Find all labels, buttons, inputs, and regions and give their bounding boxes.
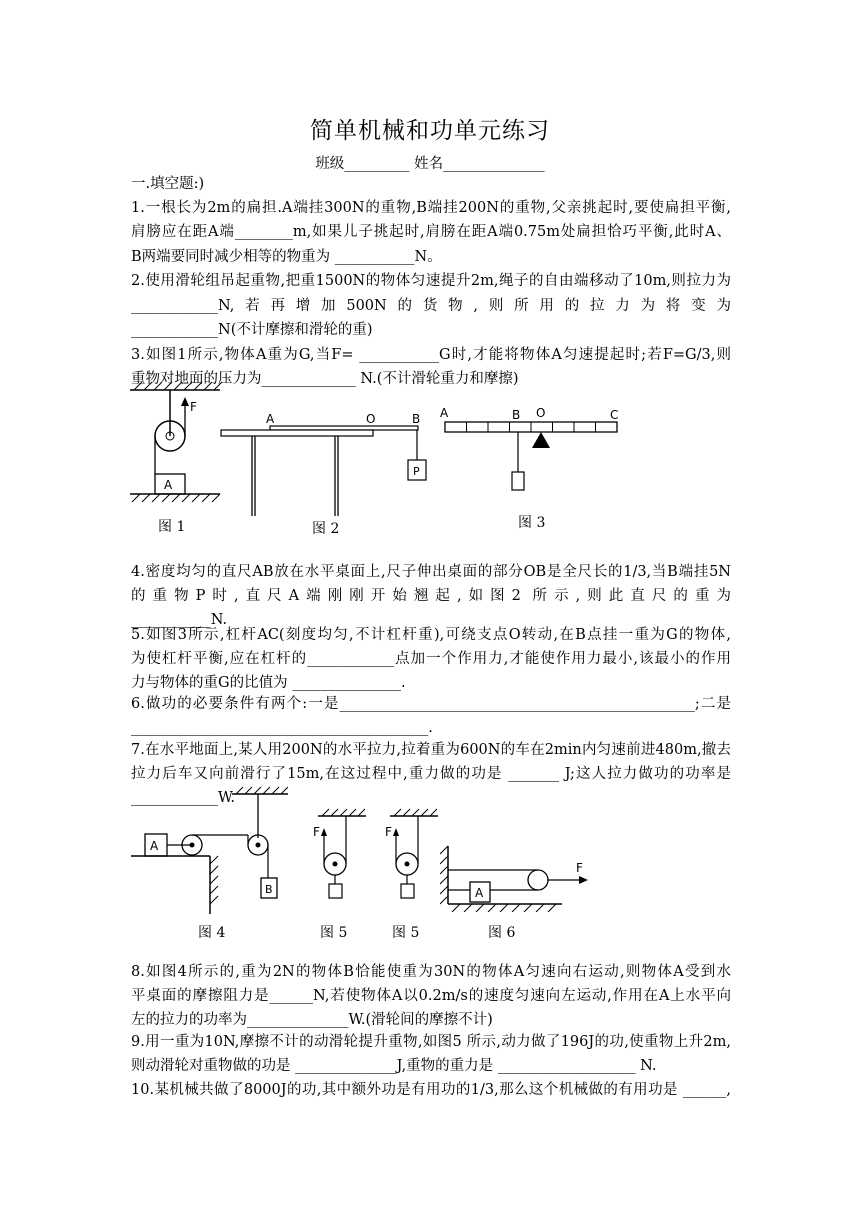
block-a-label: A xyxy=(475,886,484,900)
figure-1-caption: 图 1 xyxy=(158,519,186,535)
question-line: ____________N,若再增加500N的货物,则所用的拉力为将变为 xyxy=(131,298,731,314)
figure-5-movable-pulley-left xyxy=(308,806,368,906)
question-line: 10.某机械共做了8000J的功,其中额外功是有用功的1/3,那么这个机械做的有用功是 ______, xyxy=(131,1082,731,1098)
question-line: ___________N. xyxy=(131,612,228,628)
question-line: 肩膀应在距A端________m,如果儿子挑起时,肩膀在距A端0.75m处扁担恰巧平衡,此时A、 xyxy=(131,224,731,240)
point-a-label: A xyxy=(266,412,275,426)
question-line: 4.密度均匀的直尺AB放在水平桌面上,尺子伸出桌面的部分OB是全尺长的1/3,当B端挂5N xyxy=(131,564,731,580)
block-a-label: A xyxy=(150,839,159,853)
question-line: 8.如图4所示的,重为2N的物体B恰能使重为30N的物体A匀速向右运动,则物体A受到水 xyxy=(131,964,731,980)
point-b-label: B xyxy=(412,412,421,426)
question-line: 为使杠杆平衡,应在杠杆的____________点加一个作用力,才能使作用力最小,该最小的作用 xyxy=(131,651,731,667)
figure-3-lever xyxy=(436,402,626,502)
pulley-wheel xyxy=(528,870,548,890)
question-line: 1.一根长为2m的扁担.A端挂300N的重物,B端挂200N的重物,父亲挑起时,要使扁担平衡, xyxy=(131,200,731,216)
force-label: F xyxy=(385,825,392,839)
force-label: F xyxy=(190,400,197,414)
page-title: 简单机械和功单元练习 xyxy=(310,118,550,144)
question-line: 左的拉力的功率为______________W.(滑轮间的摩擦不计) xyxy=(131,1012,493,1028)
question-line: 7.在水平地面上,某人用200N的水平拉力,拉着重为600N的车在2min内匀速前进480m,撤去 xyxy=(131,742,731,758)
force-label: F xyxy=(576,861,583,875)
load-block xyxy=(401,884,414,898)
question-line: 力与物体的重G的比值为 _______________. xyxy=(131,675,406,691)
figure-2-caption: 图 2 xyxy=(312,521,340,537)
question-line: 的重物P时,直尺A端刚刚开始翘起,如图2 所示,则此直尺的重为 xyxy=(131,588,731,604)
figure-4-pulley-system xyxy=(128,782,288,922)
section-heading: 一.填空题:) xyxy=(131,176,205,192)
point-o-label: O xyxy=(366,412,376,426)
fulcrum xyxy=(532,432,550,448)
figure-3-caption: 图 3 xyxy=(518,515,546,531)
ruler xyxy=(270,426,418,430)
question-line: 6.做功的必要条件有两个:一是_________________________________________________;二是 xyxy=(131,696,731,712)
figure-4-caption: 图 4 xyxy=(198,925,226,941)
question-line: ____________N(不计摩擦和滑轮的重) xyxy=(131,322,373,338)
point-a-label: A xyxy=(440,406,449,420)
question-line: 9.用一重为10N,摩擦不计的动滑轮提升重物,如图5 所示,动力做了196J的功,使重物上升2m, xyxy=(131,1034,731,1050)
figure-6-caption: 图 6 xyxy=(488,925,516,941)
hanging-weight xyxy=(512,472,524,490)
block-label: A xyxy=(164,478,173,492)
force-label: F xyxy=(313,825,320,839)
question-line: ____________W. xyxy=(131,790,235,806)
point-c-label: C xyxy=(610,408,619,422)
question-line: 3.如图1所示,物体A重为G,当F= ___________G时,才能将物体A匀速提起时;若F=G/3,则 xyxy=(131,347,731,363)
class-name-line: 班级_________ 姓名______________ xyxy=(315,156,545,172)
question-line: 重物对地面的压力为_____________ N.(不计滑轮重力和摩擦) xyxy=(131,371,519,387)
figure-2-ruler-table xyxy=(218,404,433,524)
question-line: 5.如图3所示,杠杆AC(刻度均匀,不计杠杆重),可绕支点O转动,在B点挂一重为G的物体, xyxy=(131,627,731,643)
point-b-label: B xyxy=(512,408,521,422)
figure-5-caption-left: 图 5 xyxy=(320,925,348,941)
load-block xyxy=(329,884,342,898)
figure-6-wall-pulley xyxy=(440,842,600,912)
table-top xyxy=(221,430,373,436)
question-line: _________________________________________. xyxy=(131,720,433,736)
figure-5-caption-right: 图 5 xyxy=(392,925,420,941)
block-b-label: B xyxy=(265,883,273,896)
question-line: 平桌面的摩擦阻力是______N,若使物体A以0.2m/s的速度匀速向左运动,作用在A上水平向 xyxy=(131,988,731,1004)
point-o-label: O xyxy=(536,406,546,420)
figure-5-movable-pulley-right xyxy=(380,806,440,906)
question-line: B两端要同时减少相等的物重为 ___________N。 xyxy=(131,249,442,265)
question-line: 则动滑轮对重物做的功是 ______________J,重物的重力是 ___________________ N. xyxy=(131,1058,657,1074)
weight-label: P xyxy=(413,465,420,478)
question-line: 2.使用滑轮组吊起重物,把重1500N的物体匀速提升2m,绳子的自由端移动了10m,则拉力为 xyxy=(131,273,731,289)
question-line: 拉力后车又向前滑行了15m,在这过程中,重力做的功是 _______ J;这人拉力做功的功率是 xyxy=(131,766,731,782)
